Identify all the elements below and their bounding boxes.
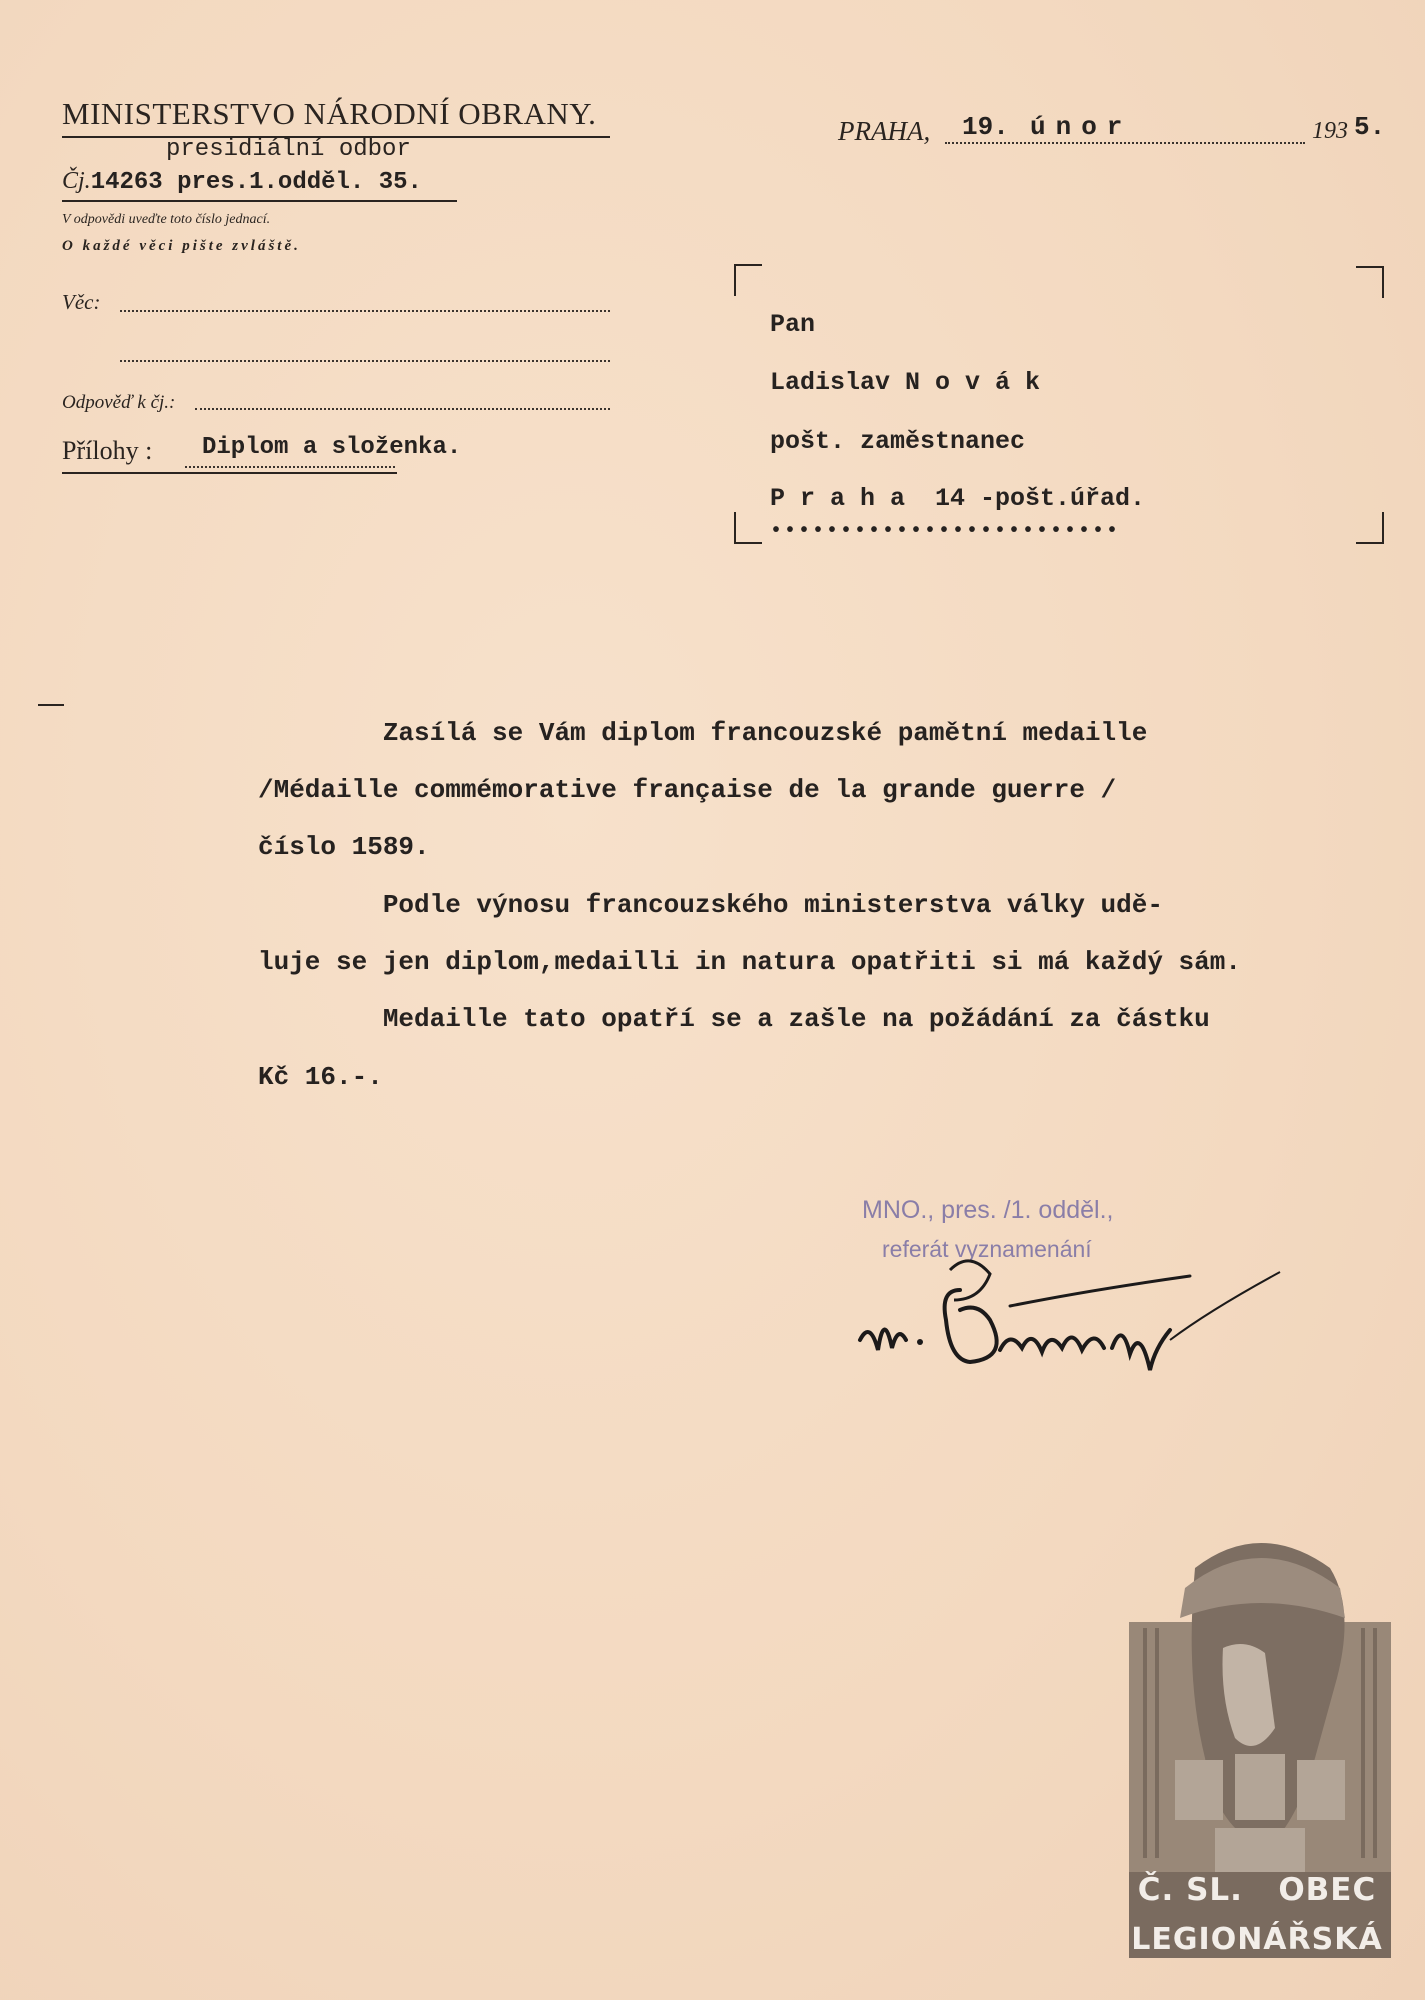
logo-text-line-2: LEGIONÁŘSKÁ [1131,1922,1383,1957]
body-line: /Médaille commémorative française de la grande guerre / [258,775,1117,805]
recipient-city: P r a h a 14 -pošt.úřad. [770,484,1146,513]
each-matter-note: O každé věci pište zvláště. [62,238,301,254]
body-line: Zasílá se Vám diplom francouzské pamětní medaille [258,718,1148,748]
address-bracket-bottom-left [734,512,762,544]
subject-line [120,310,610,312]
recipient-salutation: Pan [770,310,816,339]
date-day: 19. [962,112,1009,142]
reference-label: Čj. [62,168,91,194]
body-line: luje se jen diplom,medailli in natura opatřiti si má každý sám. [258,947,1241,977]
reply-to-label: Odpověď k čj.: [62,392,176,413]
date-year-prefix: 193 [1312,118,1348,144]
date-line [945,142,1305,144]
attachments-line [185,466,395,468]
body-line: Medaille tato opatří se a zašle na požádání za částku [258,1004,1210,1034]
address-bracket-top-left [734,264,762,296]
ministry-title: MINISTERSTVO NÁRODNÍ OBRANY. [62,96,597,131]
stamp-line-1: MNO., pres. /1. odděl., [862,1196,1114,1224]
attachments-rule [62,472,397,474]
fold-mark [38,704,64,706]
reply-note: V odpovědi uveďte toto číslo jednací. [62,212,271,227]
logo-text-line-1: Č. SL. OBEC [1137,1872,1377,1908]
department-name: presidiální odbor [166,136,411,163]
reply-to-line [195,408,610,410]
date-year-suffix: 5. [1354,112,1386,142]
signature [850,1230,1290,1390]
date-place: PRAHA, [838,116,931,146]
reference-rule [62,200,457,202]
date-month: únor [1030,112,1133,142]
address-bracket-bottom-right [1356,512,1384,544]
body-line: Podle výnosu francouzského ministerstva války udě- [258,890,1163,920]
recipient-name: Ladislav N o v á k [770,368,1041,397]
recipient-underline: ••••••••••••••••••••••••• [770,520,1121,543]
stamp-line-2: referát vyznamenání [882,1236,1092,1262]
body-line: Kč 16.-. [258,1062,383,1092]
reference-number [62,168,422,196]
recipient-occupation: pošt. zaměstnanec [770,427,1026,456]
subject-label: Věc: [62,290,101,314]
attachments-value: Diplom a složenka. [202,434,462,461]
attachments-label: Přílohy : [62,436,153,465]
body-line: číslo 1589. [258,832,430,862]
address-bracket-top-right [1356,266,1384,298]
subject-line-2 [120,360,610,362]
reference-value: 14263 pres.1.odděl. 35. [90,169,422,196]
